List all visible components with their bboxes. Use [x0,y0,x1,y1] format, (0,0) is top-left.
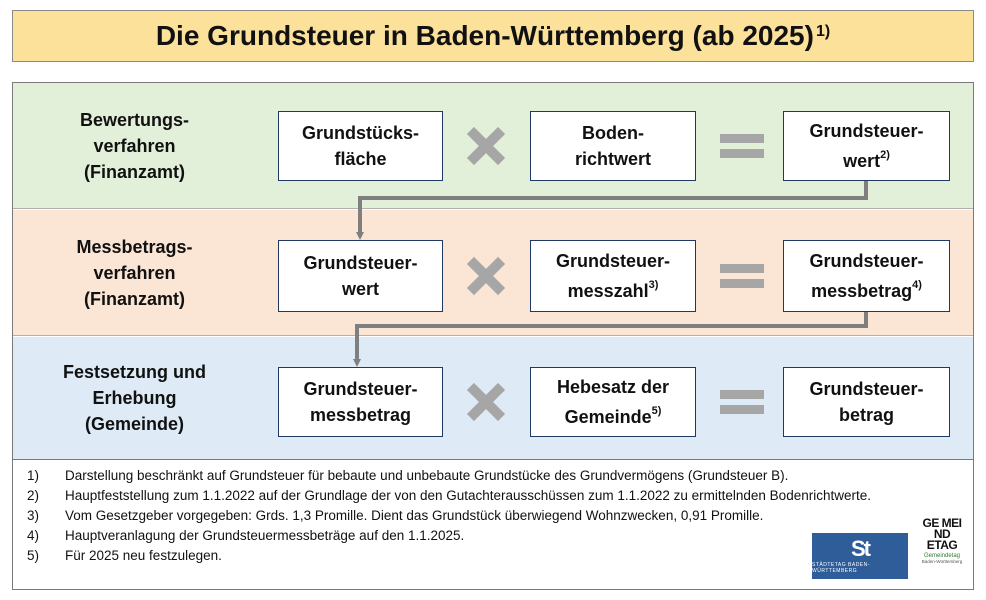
box-line-with-note [843,144,890,174]
row-label-line: (Finanzamt) [84,289,185,309]
box-grundsteuerwert-result [783,111,950,181]
box-grundsteuerwert-input [278,240,443,312]
box-line: Grundsteuer- [555,251,670,271]
box-line: messzahl [567,281,649,301]
box-grundsteuermessbetrag-input [278,367,443,437]
multiply-icon [462,378,510,426]
footnote-number: 3) [27,508,40,523]
box-grundsteuerbetrag [783,367,950,437]
row-label-line: Messbetrags- [76,237,193,257]
footnote-item [27,506,973,526]
box-line: richtwert [574,149,652,169]
box-line: messbetrag [309,405,412,425]
gemeindetag-logo-subtext: Baden-Württemberg [921,559,963,564]
row-label-line: Festsetzung und [63,362,206,382]
diagram-title [12,10,974,62]
equals-icon [718,122,766,170]
box-footnote-ref: 3) [648,279,659,291]
gemeindetag-logo [918,518,966,580]
box-grundsteuermessbetrag-result [783,240,950,312]
box-line: betrag [838,405,894,425]
footnote-text: Für 2025 neu festzulegen. [65,548,222,563]
gemeindetag-logo-mark: GE MEI ND ETAG [922,516,962,552]
box-line: Boden- [582,123,644,143]
equals-icon [718,252,766,300]
box-line: wert [341,279,379,299]
footnote-item [27,466,973,486]
box-line-with-note [565,400,662,430]
footnote-number: 5) [27,548,40,563]
footnote-text: Hauptfeststellung zum 1.1.2022 auf der Grundlage der von den Gutachterausschüssen zum 1.1.2022 zu ermittelnden Bodenrichtwerte. [65,488,871,503]
footnote-number: 2) [27,488,40,503]
box-hebesatz [530,367,696,437]
staedtetag-logo [812,533,908,579]
multiply-icon [462,252,510,300]
footnote-text: Hauptveranlagung der Grundsteuermessbeträge auf den 1.1.2025. [65,528,465,543]
footnote-item [27,486,973,506]
staedtetag-logo-text: STÄDTETAG BADEN-WÜRTTEMBERG [812,562,870,574]
box-bodenrichtwert [530,111,696,181]
multiply-icon [462,122,510,170]
box-line: Grundsteuer- [809,121,924,141]
row-label-line: (Gemeinde) [84,414,185,434]
box-footnote-ref: 5) [651,405,662,417]
row-label-line: verfahren [93,263,176,283]
row-label-line: (Finanzamt) [84,162,185,182]
box-footnote-ref: 2) [880,149,890,161]
row-label-line: Bewertungs- [79,110,189,130]
footnote-text: Vom Gesetzgeber vorgegeben: Grds. 1,3 Promille. Dient das Grundstück überwiegend Wohnzwecken, 0,91 Promille. [65,508,764,523]
box-line: messbetrag [811,281,913,301]
row-label-bewertung [22,83,247,209]
box-grundstuecksflaeche [278,111,443,181]
box-line: Grundsteuer- [809,379,924,399]
row-label-line: verfahren [93,136,176,156]
box-line: Grundsteuer- [809,251,924,271]
equals-icon [718,378,766,426]
box-line: Grundsteuer- [303,379,418,399]
footnote-number: 1) [27,468,40,483]
box-line: wert [843,151,881,171]
box-line: Hebesatz der [556,377,670,397]
row-label-messbetrag [22,210,247,336]
row-label-festsetzung [22,337,247,459]
row-label-line: Erhebung [92,388,177,408]
box-line-with-note [811,274,922,304]
footnote-text: Darstellung beschränkt auf Grundsteuer für bebaute und unbebaute Grundstücke des Grundvermögens (Grundsteuer B). [65,468,789,483]
footnote-number: 4) [27,528,40,543]
title-footnote-ref: 1) [815,23,831,40]
diagram-title-text: Die Grundsteuer in Baden-Württemberg (ab 2025) [155,20,814,51]
box-line: Grundsteuer- [303,253,418,273]
box-footnote-ref: 4) [912,279,922,291]
gemeindetag-logo-text: Gemeindetag [923,553,961,559]
box-line-with-note [568,274,659,304]
box-grundsteuermesszahl [530,240,696,312]
box-line: Grundstücks- [301,123,420,143]
box-line: Gemeinde [564,407,652,427]
staedtetag-logo-mark: St [851,536,869,561]
box-line: fläche [334,149,387,169]
